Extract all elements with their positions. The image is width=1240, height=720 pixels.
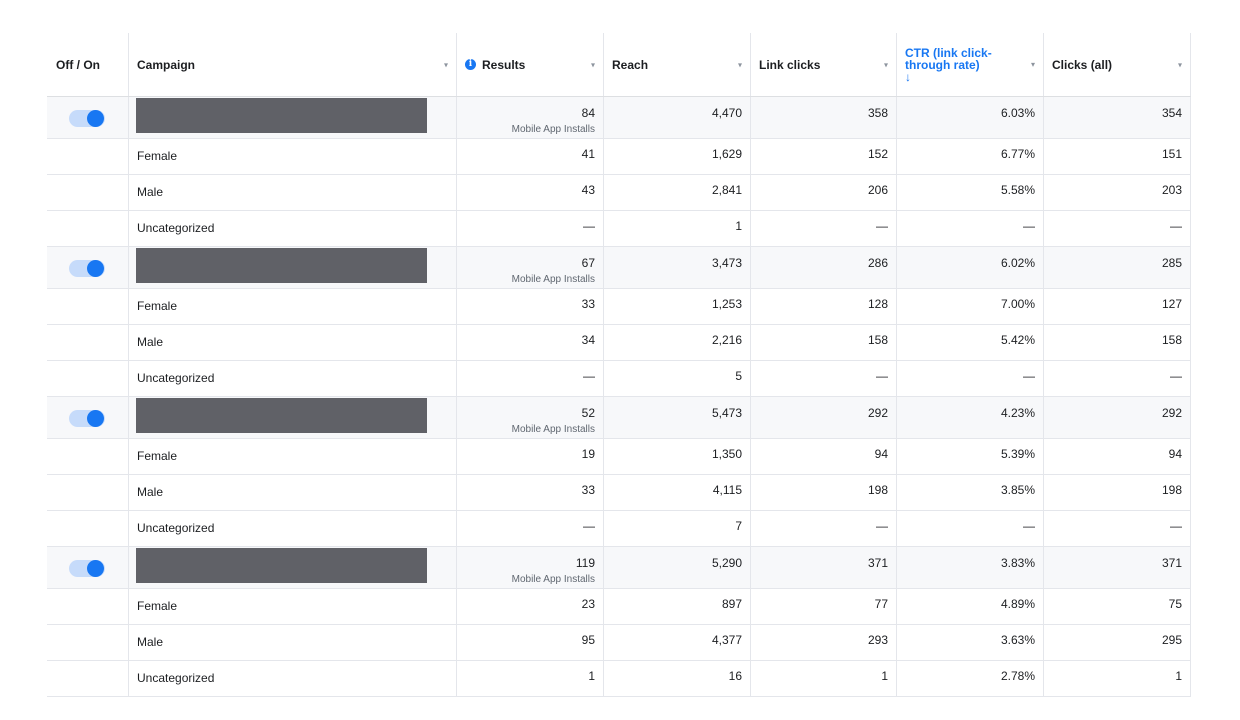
breakdown-label-cell — [129, 361, 457, 396]
clicks-all-cell-value: 292 — [1161, 406, 1182, 420]
clicks-all-cell — [1044, 439, 1191, 474]
breakdown-label-cell — [129, 289, 457, 324]
empty-cell — [47, 325, 129, 360]
reach-cell — [604, 211, 751, 246]
link-clicks-cell — [751, 475, 897, 510]
link-clicks-cell-value: — — [876, 369, 888, 383]
col-header-label: Off / On — [56, 57, 100, 72]
clicks-all-cell — [1044, 289, 1191, 324]
ctr-cell — [897, 625, 1044, 660]
clicks-all-cell-value: 158 — [1161, 333, 1182, 347]
redacted-campaign-name — [136, 548, 427, 583]
results-cell-value: 43 — [581, 183, 595, 197]
reach-cell — [604, 289, 751, 324]
clicks-all-cell-value: 354 — [1161, 106, 1182, 120]
clicks-all-cell-value: 127 — [1161, 297, 1182, 311]
col-header-label: through rate) — [905, 57, 980, 72]
col-header-label: Link clicks — [759, 57, 821, 72]
link-clicks-cell — [751, 397, 897, 438]
breakdown-row — [47, 439, 1191, 475]
link-clicks-cell — [751, 211, 897, 246]
ctr-cell — [897, 325, 1044, 360]
campaign-table — [47, 33, 1191, 697]
ctr-cell — [897, 289, 1044, 324]
campaign-name-cell[interactable] — [129, 97, 457, 138]
ctr-cell — [897, 547, 1044, 588]
campaign-row[interactable] — [47, 397, 1191, 439]
ctr-cell-value: 4.23% — [1000, 406, 1035, 420]
reach-cell — [604, 625, 751, 660]
table-body — [47, 97, 1191, 697]
link-clicks-cell — [751, 175, 897, 210]
results-cell — [457, 475, 604, 510]
ctr-cell — [897, 397, 1044, 438]
results-cell — [457, 139, 604, 174]
results-cell — [457, 589, 604, 624]
reach-cell-value: 897 — [721, 597, 742, 611]
link-clicks-cell-value: 358 — [867, 106, 888, 120]
ctr-cell-value: 5.42% — [1000, 333, 1035, 347]
link-clicks-cell — [751, 361, 897, 396]
reach-cell — [604, 439, 751, 474]
results-cell — [457, 547, 604, 588]
empty-cell — [47, 175, 129, 210]
empty-cell — [47, 211, 129, 246]
empty-cell — [47, 475, 129, 510]
results-cell-value: — — [583, 519, 595, 533]
ctr-cell-value: — — [1023, 369, 1035, 383]
clicks-all-cell-value: 203 — [1161, 183, 1182, 197]
reach-cell-value: 4,377 — [711, 633, 742, 647]
link-clicks-cell — [751, 97, 897, 138]
reach-cell-value: 1,629 — [711, 147, 742, 161]
results-cell — [457, 289, 604, 324]
link-clicks-cell-value: 206 — [867, 183, 888, 197]
reach-cell-value: 5 — [735, 369, 742, 383]
link-clicks-cell-value: 198 — [867, 483, 888, 497]
clicks-all-cell — [1044, 139, 1191, 174]
breakdown-label: Uncategorized — [137, 371, 215, 385]
results-type-label: Mobile App Installs — [511, 274, 595, 285]
col-header-ctr[interactable] — [897, 33, 1044, 96]
breakdown-label-cell — [129, 211, 457, 246]
breakdown-label: Female — [137, 149, 178, 163]
breakdown-label: Female — [137, 449, 178, 463]
reach-cell-value: 5,473 — [711, 406, 742, 420]
results-cell-value: 1 — [588, 669, 595, 683]
breakdown-label-cell — [129, 439, 457, 474]
reach-cell — [604, 325, 751, 360]
col-header-clicks-all[interactable] — [1044, 33, 1191, 96]
clicks-all-cell-value: 151 — [1161, 147, 1182, 161]
reach-cell-value: 16 — [728, 669, 742, 683]
clicks-all-cell — [1044, 97, 1191, 138]
results-cell — [457, 361, 604, 396]
clicks-all-cell — [1044, 475, 1191, 510]
breakdown-label: Uncategorized — [137, 671, 215, 685]
link-clicks-cell — [751, 247, 897, 288]
chevron-down-icon[interactable]: ▾ — [1177, 60, 1182, 69]
ctr-cell-value: — — [1023, 219, 1035, 233]
link-clicks-cell-value: 94 — [874, 447, 888, 461]
reach-cell — [604, 247, 751, 288]
col-header-label: Reach — [612, 57, 649, 72]
empty-cell — [47, 139, 129, 174]
ctr-cell — [897, 247, 1044, 288]
clicks-all-cell-value: 1 — [1175, 669, 1182, 683]
clicks-all-cell — [1044, 547, 1191, 588]
breakdown-label: Uncategorized — [137, 221, 215, 235]
toggle-knob — [87, 410, 104, 427]
results-cell — [457, 247, 604, 288]
reach-cell-value: 2,841 — [711, 183, 742, 197]
breakdown-label: Male — [137, 635, 164, 649]
link-clicks-cell-value: 77 — [874, 597, 888, 611]
reach-cell — [604, 661, 751, 696]
breakdown-row — [47, 139, 1191, 175]
link-clicks-cell-value: 292 — [867, 406, 888, 420]
link-clicks-cell-value: — — [876, 519, 888, 533]
ctr-cell — [897, 511, 1044, 546]
link-clicks-cell-value: 286 — [867, 256, 888, 270]
clicks-all-cell — [1044, 625, 1191, 660]
ctr-cell-value: 3.83% — [1000, 556, 1035, 570]
reach-cell-value: 3,473 — [711, 256, 742, 270]
link-clicks-cell-value: — — [876, 219, 888, 233]
link-clicks-cell-value: 152 — [867, 147, 888, 161]
ctr-cell-value: 6.02% — [1000, 256, 1035, 270]
results-cell-value: 33 — [581, 297, 595, 311]
chevron-down-icon[interactable]: ▾ — [883, 60, 888, 69]
reach-cell — [604, 511, 751, 546]
reach-cell — [604, 589, 751, 624]
reach-cell-value: 1,253 — [711, 297, 742, 311]
clicks-all-cell — [1044, 211, 1191, 246]
ctr-cell-value: 5.58% — [1000, 183, 1035, 197]
link-clicks-cell — [751, 511, 897, 546]
ctr-cell — [897, 361, 1044, 396]
ctr-cell-value: 6.77% — [1000, 147, 1035, 161]
chevron-down-icon[interactable]: ▾ — [1030, 59, 1035, 69]
toggle-cell — [47, 247, 129, 288]
col-header-label: Campaign — [137, 57, 196, 72]
info-icon[interactable]: i — [465, 59, 476, 70]
results-cell-value: — — [583, 219, 595, 233]
reach-cell — [604, 97, 751, 138]
link-clicks-cell-value: 128 — [867, 297, 888, 311]
chevron-down-icon[interactable]: ▾ — [590, 60, 595, 69]
toggle-knob — [87, 560, 104, 577]
results-cell — [457, 97, 604, 138]
ctr-cell — [897, 211, 1044, 246]
results-cell — [457, 397, 604, 438]
breakdown-label: Female — [137, 299, 178, 313]
clicks-all-cell-value: 94 — [1168, 447, 1182, 461]
col-header-label: Results — [482, 57, 526, 72]
reach-cell-value: 1 — [735, 219, 742, 233]
ctr-cell-value: 6.03% — [1000, 106, 1035, 120]
link-clicks-cell — [751, 439, 897, 474]
clicks-all-cell — [1044, 589, 1191, 624]
results-cell — [457, 661, 604, 696]
results-cell — [457, 511, 604, 546]
link-clicks-cell — [751, 139, 897, 174]
ctr-cell-value: 7.00% — [1000, 297, 1035, 311]
results-cell-value: 41 — [581, 147, 595, 161]
chevron-down-icon[interactable]: ▾ — [443, 60, 448, 69]
results-cell-value: 19 — [581, 447, 595, 461]
empty-cell — [47, 511, 129, 546]
results-cell-value: — — [583, 369, 595, 383]
clicks-all-cell — [1044, 247, 1191, 288]
breakdown-row — [47, 511, 1191, 547]
clicks-all-cell — [1044, 511, 1191, 546]
reach-cell-value: 5,290 — [711, 556, 742, 570]
link-clicks-cell — [751, 547, 897, 588]
breakdown-label: Male — [137, 185, 164, 199]
campaign-name-cell[interactable] — [129, 397, 457, 438]
toggle-knob — [87, 110, 104, 127]
results-cell — [457, 625, 604, 660]
ctr-cell — [897, 139, 1044, 174]
chevron-down-icon[interactable]: ▾ — [737, 60, 742, 69]
breakdown-row — [47, 475, 1191, 511]
ctr-cell-value: 4.89% — [1000, 597, 1035, 611]
redacted-campaign-name — [136, 398, 427, 433]
sort-arrow-down-icon: ↓ — [905, 69, 911, 84]
results-cell — [457, 211, 604, 246]
breakdown-row — [47, 289, 1191, 325]
reach-cell-value: 4,115 — [712, 483, 742, 497]
campaign-row[interactable] — [47, 247, 1191, 289]
ctr-cell-value: — — [1023, 519, 1035, 533]
results-cell-value: 23 — [581, 597, 595, 611]
ctr-cell — [897, 439, 1044, 474]
ctr-cell — [897, 589, 1044, 624]
breakdown-label-cell — [129, 511, 457, 546]
clicks-all-cell-value: 285 — [1161, 256, 1182, 270]
campaign-row[interactable] — [47, 97, 1191, 139]
col-header-reach[interactable] — [604, 33, 751, 96]
link-clicks-cell — [751, 289, 897, 324]
clicks-all-cell — [1044, 175, 1191, 210]
results-cell — [457, 439, 604, 474]
breakdown-label-cell — [129, 325, 457, 360]
results-type-label: Mobile App Installs — [511, 424, 595, 435]
link-clicks-cell — [751, 325, 897, 360]
breakdown-label: Female — [137, 599, 178, 613]
toggle-cell — [47, 97, 129, 138]
redacted-campaign-name — [136, 98, 427, 133]
breakdown-label-cell — [129, 589, 457, 624]
breakdown-label: Male — [137, 335, 164, 349]
reach-cell-value: 2,216 — [711, 333, 742, 347]
campaign-name-cell[interactable] — [129, 247, 457, 288]
results-type-label: Mobile App Installs — [511, 124, 595, 135]
results-cell-value: 34 — [581, 333, 595, 347]
clicks-all-cell-value: 75 — [1168, 597, 1182, 611]
clicks-all-cell — [1044, 397, 1191, 438]
campaign-toggle[interactable] — [69, 110, 105, 127]
breakdown-label-cell — [129, 175, 457, 210]
campaign-toggle[interactable] — [69, 560, 105, 577]
ctr-cell — [897, 475, 1044, 510]
results-cell-value: 119 — [575, 556, 595, 570]
empty-cell — [47, 439, 129, 474]
breakdown-row — [47, 661, 1191, 697]
results-cell-value: 33 — [581, 483, 595, 497]
clicks-all-cell-value: — — [1170, 369, 1182, 383]
results-cell — [457, 175, 604, 210]
clicks-all-cell-value: 295 — [1161, 633, 1182, 647]
breakdown-row — [47, 589, 1191, 625]
breakdown-label-cell — [129, 661, 457, 696]
ctr-cell — [897, 661, 1044, 696]
breakdown-row — [47, 325, 1191, 361]
clicks-all-cell — [1044, 661, 1191, 696]
clicks-all-cell-value: — — [1170, 219, 1182, 233]
clicks-all-cell-value: — — [1170, 519, 1182, 533]
col-header-link-clicks[interactable] — [751, 33, 897, 96]
link-clicks-cell-value: 371 — [867, 556, 888, 570]
col-header-results[interactable] — [457, 33, 604, 96]
empty-cell — [47, 289, 129, 324]
clicks-all-cell-value: 198 — [1161, 483, 1182, 497]
toggle-cell — [47, 547, 129, 588]
campaign-name-cell[interactable] — [129, 547, 457, 588]
breakdown-row — [47, 175, 1191, 211]
link-clicks-cell — [751, 625, 897, 660]
empty-cell — [47, 625, 129, 660]
results-cell-value: 84 — [581, 106, 595, 120]
reach-cell — [604, 397, 751, 438]
campaign-row[interactable] — [47, 547, 1191, 589]
clicks-all-cell — [1044, 325, 1191, 360]
breakdown-row — [47, 211, 1191, 247]
reach-cell-value: 4,470 — [711, 106, 742, 120]
results-cell-value: 95 — [581, 633, 595, 647]
link-clicks-cell-value: 158 — [867, 333, 888, 347]
ctr-cell — [897, 97, 1044, 138]
ctr-cell — [897, 175, 1044, 210]
redacted-campaign-name — [136, 248, 427, 283]
link-clicks-cell-value: 293 — [867, 633, 888, 647]
clicks-all-cell-value: 371 — [1161, 556, 1182, 570]
toggle-cell — [47, 397, 129, 438]
reach-cell — [604, 175, 751, 210]
col-header-label: CTR (link click- — [905, 45, 992, 60]
breakdown-row — [47, 361, 1191, 397]
link-clicks-cell — [751, 589, 897, 624]
col-header-campaign[interactable] — [129, 33, 457, 96]
reach-cell — [604, 547, 751, 588]
results-type-label: Mobile App Installs — [511, 574, 595, 585]
reach-cell-value: 7 — [735, 519, 742, 533]
empty-cell — [47, 361, 129, 396]
campaign-toggle[interactable] — [69, 260, 105, 277]
results-cell-value: 52 — [581, 406, 595, 420]
ctr-cell-value: 3.85% — [1000, 483, 1035, 497]
breakdown-label-cell — [129, 625, 457, 660]
reach-cell — [604, 361, 751, 396]
link-clicks-cell-value: 1 — [881, 669, 888, 683]
ctr-cell-value: 5.39% — [1000, 447, 1035, 461]
reach-cell-value: 1,350 — [711, 447, 742, 461]
ctr-cell-value: 2.78% — [1000, 669, 1035, 683]
ctr-cell-value: 3.63% — [1000, 633, 1035, 647]
table-header — [47, 33, 1191, 97]
results-cell-value: 67 — [581, 256, 595, 270]
empty-cell — [47, 589, 129, 624]
breakdown-label-cell — [129, 475, 457, 510]
campaign-toggle[interactable] — [69, 410, 105, 427]
col-header-off-on[interactable] — [47, 33, 129, 96]
toggle-knob — [87, 260, 104, 277]
breakdown-row — [47, 625, 1191, 661]
clicks-all-cell — [1044, 361, 1191, 396]
breakdown-label: Male — [137, 485, 164, 499]
empty-cell — [47, 661, 129, 696]
breakdown-label: Uncategorized — [137, 521, 215, 535]
col-header-label: Clicks (all) — [1052, 57, 1113, 72]
breakdown-label-cell — [129, 139, 457, 174]
link-clicks-cell — [751, 661, 897, 696]
reach-cell — [604, 139, 751, 174]
results-cell — [457, 325, 604, 360]
reach-cell — [604, 475, 751, 510]
